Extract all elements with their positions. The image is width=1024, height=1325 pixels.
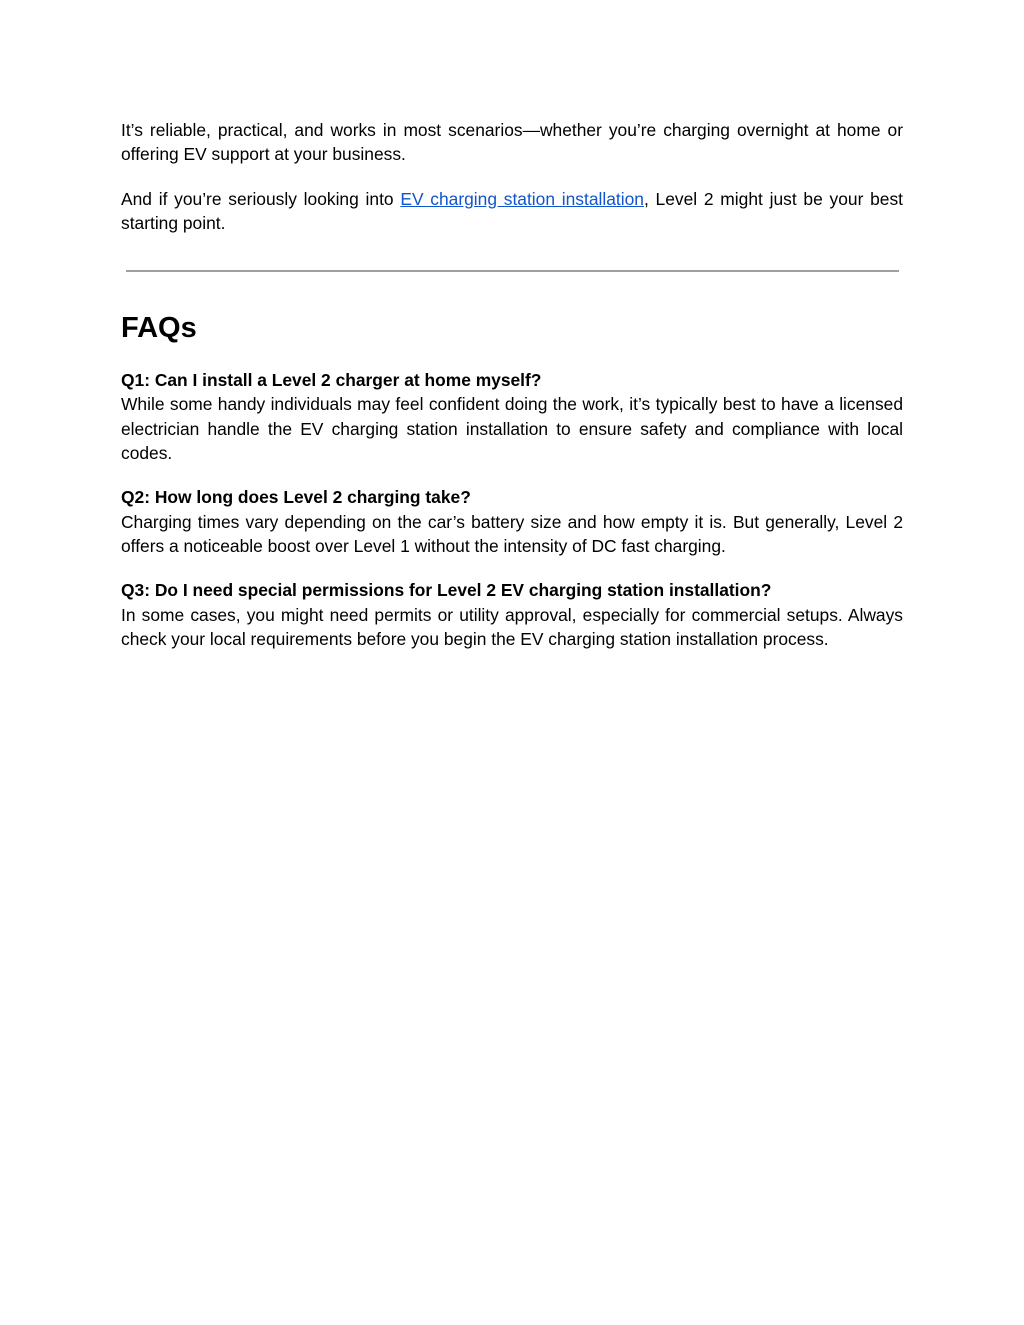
faq-item-3 xyxy=(121,578,903,651)
faq-item-1 xyxy=(121,368,903,465)
faq-question-2: Q2: How long does Level 2 charging take? xyxy=(121,487,471,508)
horizontal-divider xyxy=(126,270,899,272)
intro-paragraph: It’s reliable, practical, and works in most scenarios—whether you’re charging overnight at home or offering EV support at your business. xyxy=(121,120,903,165)
document-page xyxy=(121,118,903,651)
faq-answer-2: Charging times vary depending on the car’s battery size and how empty it is. But generally, Level 2 offers a noticeable boost over Level 1 without the intensity of DC fast charging. xyxy=(121,511,903,556)
faq-answer-3: In some cases, you might need permits or utility approval, especially for commercial setups. Always check your local requirements before you begin the EV charging station installation process. xyxy=(121,604,903,649)
paragraph-text-after-link: , Level 2 might just be your best starting point. xyxy=(121,188,903,233)
faq-question-1: Q1: Can I install a Level 2 charger at home myself? xyxy=(121,370,542,391)
paragraph-text-before-link: And if you’re seriously looking into xyxy=(121,188,401,209)
ev-installation-link[interactable]: EV charging station installation xyxy=(400,188,644,209)
installation-paragraph xyxy=(121,187,903,236)
faq-question-3: Q3: Do I need special permissions for Level 2 EV charging station installation? xyxy=(121,580,772,601)
faq-answer-1: While some handy individuals may feel confident doing the work, it’s typically best to have a licensed electrician handle the EV charging station installation to ensure safety and compliance with local codes. xyxy=(121,394,903,464)
faq-heading: FAQs xyxy=(121,312,197,345)
faq-item-2 xyxy=(121,485,903,558)
